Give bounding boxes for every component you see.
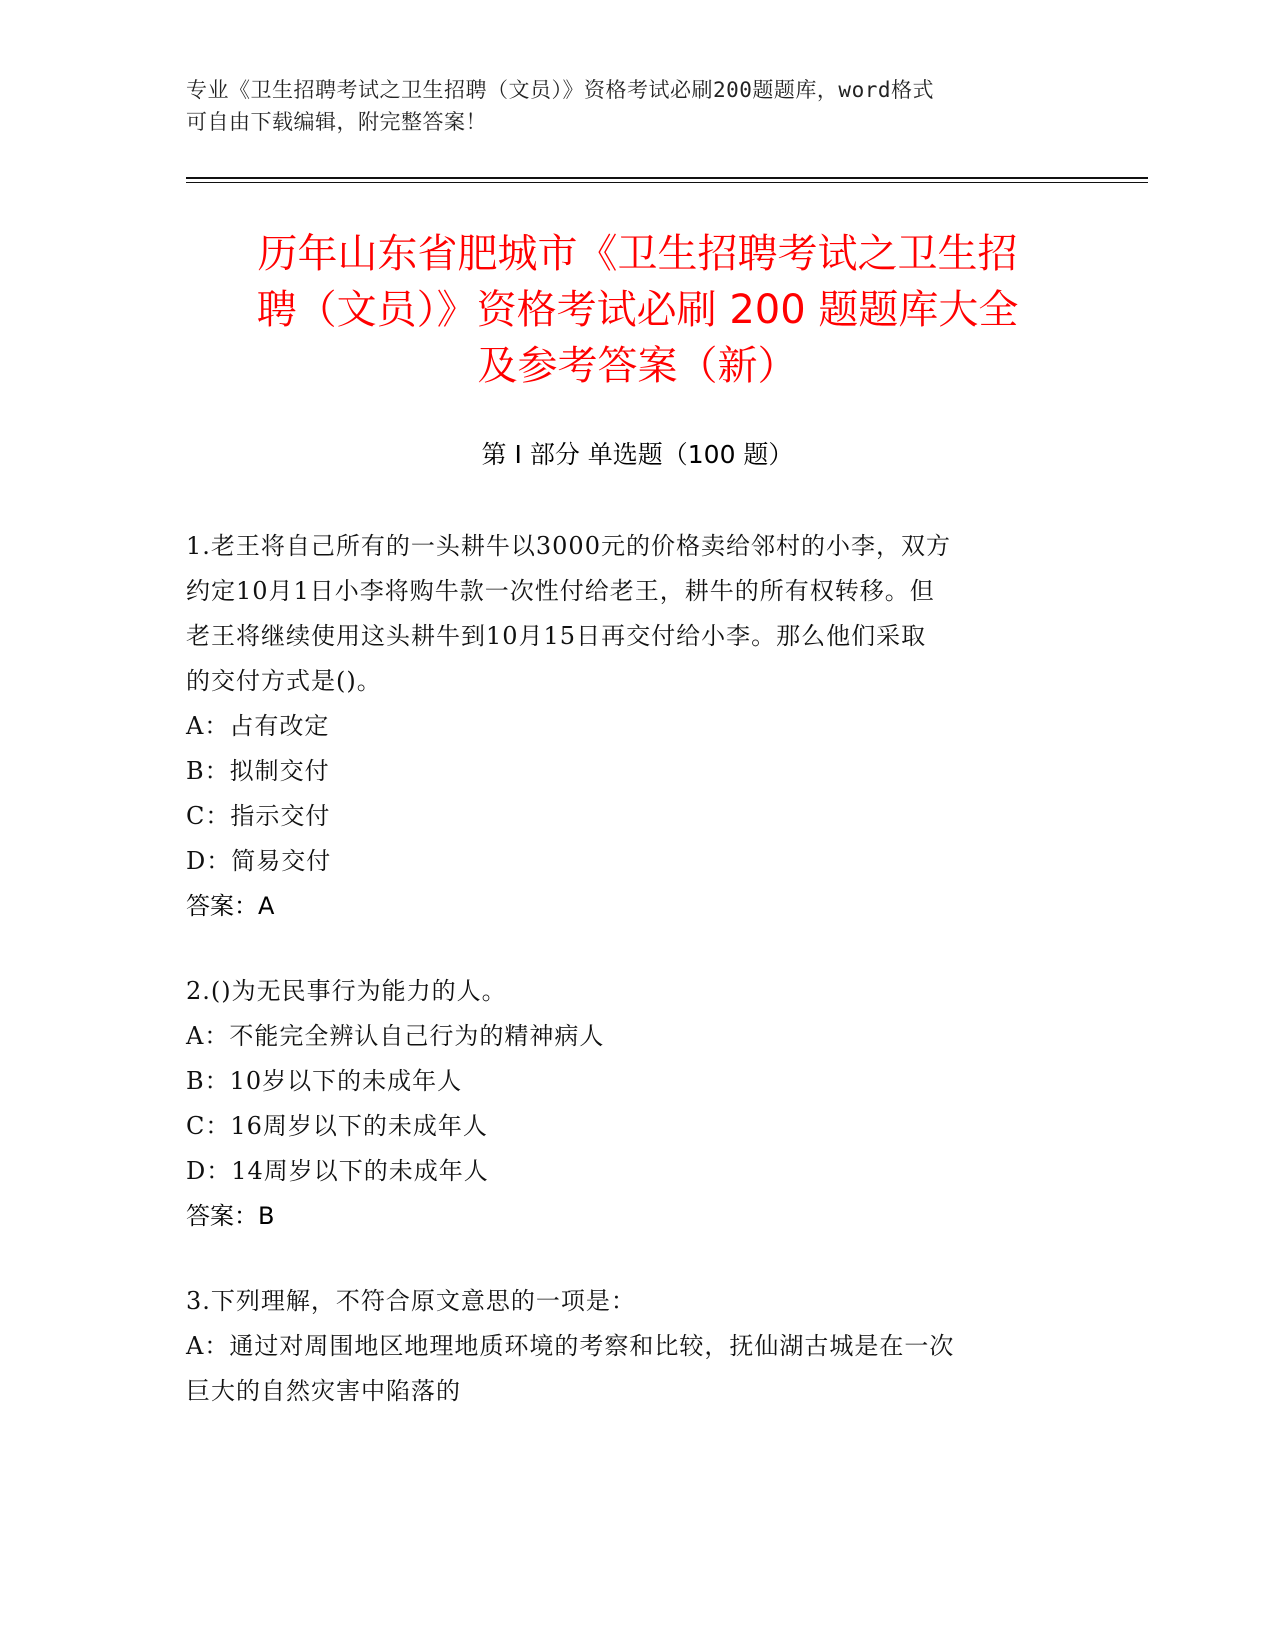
question-option-d: D：14周岁以下的未成年人 xyxy=(186,1157,489,1185)
question-option-b: B：10岁以下的未成年人 xyxy=(186,1067,463,1095)
question-option-d: D：简易交付 xyxy=(186,847,332,875)
header-divider-thick xyxy=(186,177,1148,179)
question-answer: 答案：A xyxy=(186,892,275,920)
question-stem-line: 2.()为无民事行为能力的人。 xyxy=(186,977,507,1005)
question-option-a: A：占有改定 xyxy=(186,712,330,740)
header-note-line-2: 可自由下载编辑，附完整答案！ xyxy=(186,110,487,134)
question-stem-line: 3.下列理解，不符合原文意思的一项是： xyxy=(186,1287,636,1315)
question-stem-line: 的交付方式是()。 xyxy=(186,667,382,695)
question-answer: 答案：B xyxy=(186,1202,275,1230)
question-list xyxy=(186,524,1071,1454)
question-option-c: C：16周岁以下的未成年人 xyxy=(186,1112,488,1140)
document-title xyxy=(190,226,1085,394)
question-stem-line: 老王将继续使用这头耕牛到10月15日再交付给小李。那么他们采取 xyxy=(186,622,927,650)
question-3 xyxy=(186,1279,1071,1414)
header-note xyxy=(186,74,1086,138)
question-option-b: B：拟制交付 xyxy=(186,757,330,785)
question-option-a: A：不能完全辨认自己行为的精神病人 xyxy=(186,1022,605,1050)
section-heading: 第 I 部分 单选题（100 题） xyxy=(481,440,794,469)
question-stem-line: 1.老王将自己所有的一头耕牛以3000元的价格卖给邻村的小李，双方 xyxy=(186,532,951,560)
header-divider-thin xyxy=(186,182,1148,183)
question-1 xyxy=(186,524,1071,929)
question-option-c: C：指示交付 xyxy=(186,802,331,830)
document-title-line-2: 聘（文员）》资格考试必刷 200 题题库大全 xyxy=(256,287,1019,333)
question-2 xyxy=(186,969,1071,1239)
document-title-line-3: 及参考答案（新） xyxy=(477,343,798,389)
document-title-line-1: 历年山东省肥城市《卫生招聘考试之卫生招 xyxy=(257,231,1018,277)
question-stem-line: 约定10月1日小李将购牛款一次性付给老王，耕牛的所有权转移。但 xyxy=(186,577,935,605)
header-note-line-1: 专业《卫生招聘考试之卫生招聘（文员）》资格考试必刷200题题库，word格式 xyxy=(186,78,934,102)
question-option-a: A：通过对周围地区地理地质环境的考察和比较，抚仙湖古城是在一次 xyxy=(186,1332,955,1360)
question-option-a-continued: 巨大的自然灾害中陷落的 xyxy=(186,1377,461,1405)
